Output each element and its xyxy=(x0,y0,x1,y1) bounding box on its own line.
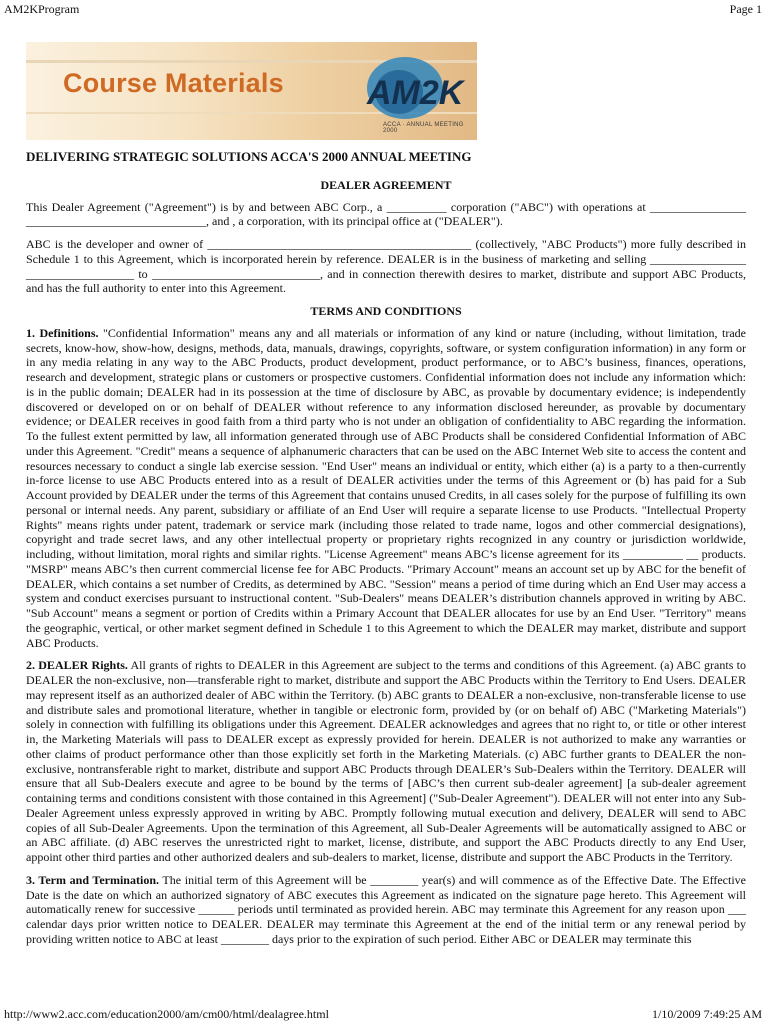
document-body xyxy=(26,150,746,955)
background-paragraph: ABC is the developer and owner of ____________________________________________ (collectively, "ABC Products") more fully described in Schedule 1 to this Agreement, which is incorporated herein by reference. DEALER is in the business of marketing and selling ________________ __________________ to ____________________________, and in connection therewith desires to market, distribute and support ABC Products, and has the full authority to enter into this Agreement. xyxy=(26,237,746,296)
section-dealer-rights xyxy=(26,658,746,865)
print-header xyxy=(0,2,770,18)
intro-paragraph: This Dealer Agreement ("Agreement") is by and between ABC Corp., a __________ corporation ("ABC") with operations at ________________ ______________________________, and , a corporation, with its principal office at ("DEALER"). xyxy=(26,199,746,229)
section-text: "Confidential Information" means any and all materials or information of any kind or nature (including, without limitation, trade secrets, know-how, show-how, designs, methods, data, manuals, drawings, copyrights, software, or system configuration information) in any form or in any media relating in any way to the ABC Products, product development, product performance, or to ABC’s business, finances, operations, research and development, strategic plans or customers or prospective customers. Confidential information does not include any information which: is in the public domain; DEALER had in its possession at the time of disclosure by ABC, as provable by documentary evidence; is independently discovered or developed on or on behalf of DEALER without reference to any information disclosed hereunder, as provable by documentary evidence; or DEALER receives in good faith from a third party who is not under an obligation of confidentiality to ABC regarding the information. To the fullest extent permitted by law, all information generated through use of ABC Products shall be considered Confidential Information of ABC under this Agreement. "Credit" means a sequence of alphanumeric characters that can be used on the ABC Internet Web site to access the content and resources necessary to conduct a single lab exercise session. "End User" means an individual or entity, which either (a) is a party to a then-currently in-force license to use ABC Products entered into as a result of DEALER activities under the terms of this Agreement or (b) has paid for a Sub Account provided by DEALER under the terms of this Agreement that contains unused Credits, in all cases solely for the purpose of fulfilling its own personal or internal needs. Any parent, subsidiary or affiliate of an End User will require a separate license to use Products. "Intellectual Property Rights" means rights under patent, trademark or service mark (including those related to trade name, logos and other commercial designations), copyright and trade secret laws, and any other intellectual property or proprietary rights recognized in any country or jurisdiction worldwide, including, without limitation, moral rights and similar rights. "License Agreement" means ABC’s license agreement for its __________ __ products. "MSRP" means ABC’s then current commercial license fee for ABC Products. "Primary Account" means an account set up by ABC for the benefit of DEALER, which contains a set number of Credits, as determined by ABC. "Session" means a period of time during which an End User may access a system and conduct exercises pursuant to instructional content. "Sub-Dealers" means DEALER’s distribution channels approved in writing by ABC. "Sub Account" means a segment or portion of Credits within a Primary Account that DEALER allocates for use by an End User. "Territory" means the geographic, vertical, or other market segment defined in Schedule 1 to this Agreement to which the DEALER may market, distribute and support ABC Products. xyxy=(26,325,746,650)
course-materials-banner xyxy=(26,42,477,140)
section-text: All grants of rights to DEALER in this Agreement are subject to the terms and conditions of this Agreement. (a) ABC grants to DEALER the non-exclusive, non—transferable right to market, distribute and support the ABC Products within the Territory to End Users. DEALER may represent itself as an authorized dealer of ABC within the Territory. (b) ABC grants to DEALER a non-exclusive, non-transferable license to use and distribute sales and promotional literature, whether in tangible or electronic form, provided by (or on behalf of) ABC ("Marketing Materials") solely in connection with fulfilling its obligations under this Agreement. DEALER acknowledges and agrees that no right to, or title or other interest in, the Marketing Materials will pass to DEALER except as expressly provided for herein. DEALER is not authorized to make any warranties or other claims of product performance other than those explicitly set forth in the Marketing Materials. (c) ABC further grants to DEALER the non-exclusive, nontransferable right to market, distribute and support ABC Products through DEALER’s Sub-Dealers within the Territory. DEALER will ensure that all Sub-Dealers execute and agree to be bound by the terms of [ABC’s then current sub-dealer agreement] [a sub-dealer agreement containing terms and conditions consistent with those contained in this Agreement] ("Sub-Dealer Agreement"). DEALER will not enter into any Sub-Dealer Agreement unless expressly approved in writing by ABC. Promptly following mutual execution and delivery, DEALER will send to ABC copies of all Sub-Dealer Agreements. Upon the termination of this Agreement, all Sub-Dealer Agreements will be automatically assigned to ABC or an ABC affiliate. (d) ABC reserves the unrestricted right to market, license, distribute, and support the ABC Products directly to any End User, appoint other third parties and other authorized dealers and sub-dealers to market, license, distribute and support the ABC Products in the Territory. xyxy=(26,658,746,864)
page-number: Page 1 xyxy=(729,2,762,16)
section-term-termination xyxy=(26,873,746,947)
document-title: DELIVERING STRATEGIC SOLUTIONS ACCA'S 2000 ANNUAL MEETING xyxy=(26,149,472,164)
section-text: The initial term of this Agreement will be ________ year(s) and will commence as of the Effective Date. The Effective Date is the date on which an authorized signatory of ABC executes this Agreement as indicated on the signature page hereto. This Agreement will automatically renew for successive ______ periods until terminated as provided herein. ABC may terminate this Agreement for any reason upon ___ calendar days prior written notice to DEALER. DEALER may terminate this Agreement at the end of the initial term or any renewal period by providing written notice to ABC at least ________ days prior to the expiration of such period. Either ABC or DEALER may terminate this xyxy=(26,872,746,946)
program-name: AM2KProgram xyxy=(4,2,80,16)
section-title: 1. Definitions. xyxy=(26,325,99,340)
banner-title: Course Materials xyxy=(63,68,284,98)
agreement-heading: DEALER AGREEMENT xyxy=(320,177,452,192)
print-footer xyxy=(0,1006,770,1022)
section-title: 2. DEALER Rights. xyxy=(26,658,128,673)
section-title: 3. Term and Termination. xyxy=(26,872,159,887)
print-timestamp: 1/10/2009 7:49:25 AM xyxy=(651,1007,762,1021)
source-url: http://www2.acc.com/education2000/am/cm00/html/dealagree.html xyxy=(4,1007,329,1021)
logo-subtitle: ACCA · ANNUAL MEETING 2000 xyxy=(383,122,464,134)
terms-heading: TERMS AND CONDITIONS xyxy=(310,304,462,318)
logo-text: AM2K xyxy=(367,74,464,112)
section-definitions xyxy=(26,326,746,651)
